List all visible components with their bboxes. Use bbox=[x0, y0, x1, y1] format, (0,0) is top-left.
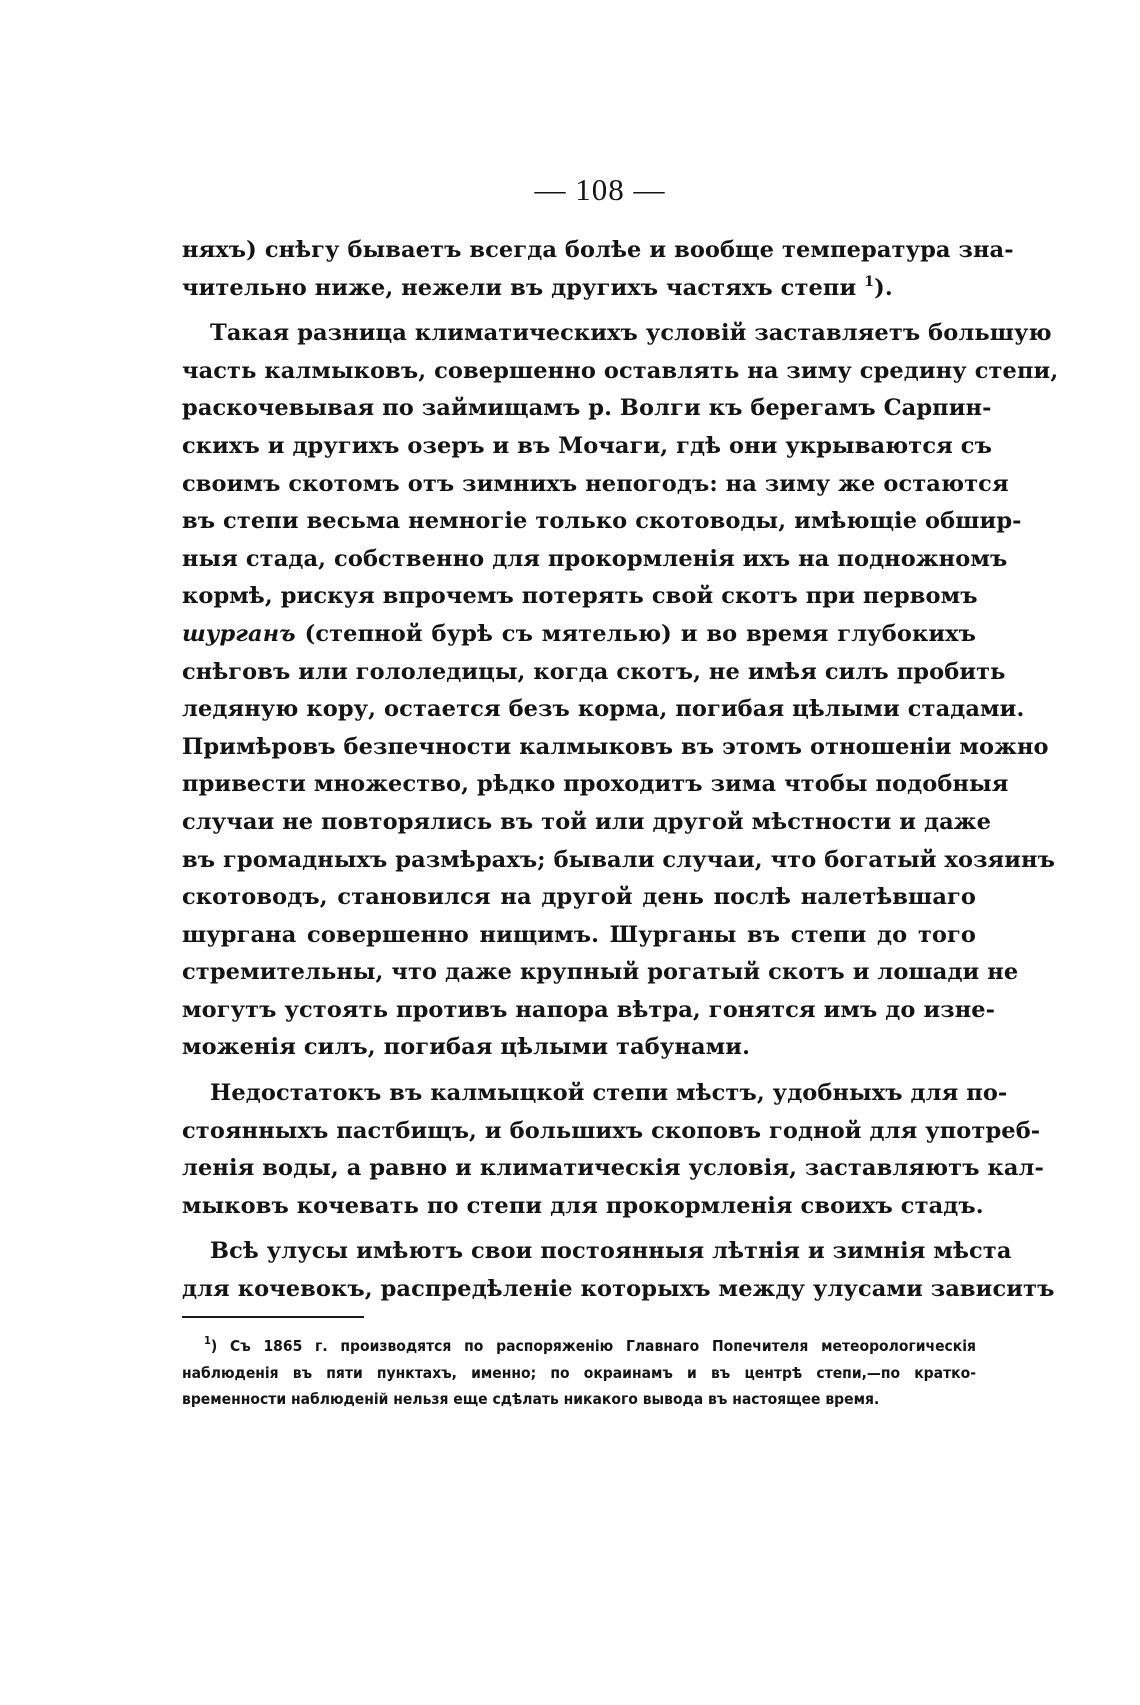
footnote bbox=[182, 1333, 976, 1413]
page-number: — 108 — bbox=[534, 172, 666, 207]
text-line: ныя стада, собственно для прокормленія ихъ на подножномъ bbox=[182, 545, 1008, 572]
text-line: раскочевывая по займищамъ р. Волги къ берегамъ Сарпин- bbox=[182, 395, 992, 422]
text-line: часть калмыковъ, совершенно оставлять на зиму средину степи, bbox=[182, 357, 1059, 384]
text-line: привести множество, рѣдко проходитъ зима чтобы подобныя bbox=[182, 771, 1009, 798]
text-line: въ степи весьма немногіе только скотоводы, имѣющіе обшир- bbox=[182, 508, 1022, 535]
text-line: стоянныхъ пастбищъ, и большихъ скоповъ годной для употреб- bbox=[182, 1117, 1041, 1144]
text-line: Всѣ улусы имѣютъ свои постоянныя лѣтнія и зимнія мѣста bbox=[210, 1238, 1012, 1265]
text-fragment: ). bbox=[874, 274, 893, 301]
text-line: ленія воды, а равно и климатическія условія, заставляютъ кал- bbox=[182, 1155, 1044, 1182]
body-text bbox=[182, 232, 1059, 1309]
text-line: Примѣровъ безпечности калмыковъ въ этомъ отношеніи можно bbox=[182, 733, 1049, 760]
footnote-ref: 1 bbox=[864, 273, 875, 290]
text-line: кормѣ, рискуя впрочемъ потерять свой скотъ при первомъ bbox=[182, 583, 978, 610]
text-line: снѣговъ или гололедицы, когда скотъ, не имѣя силъ пробить bbox=[182, 658, 1006, 685]
text-line: ледяную кору, остается безъ корма, погибая цѣлыми стадами. bbox=[182, 696, 1025, 723]
text-line: няхъ) снѣгу бываетъ всегда болѣе и вообще температура зна- bbox=[182, 237, 1014, 263]
footnote-marker: 1 bbox=[204, 1334, 211, 1347]
footnote-line: наблюденія въ пяти пунктахъ, именно; по окраинамъ и въ центрѣ степи,—по кратко- bbox=[182, 1363, 976, 1382]
text-line: моженія силъ, погибая цѣлыми табунами. bbox=[182, 1034, 751, 1061]
text-line: могутъ устоять противъ напора вѣтра, гонятся имъ до изне- bbox=[182, 996, 996, 1023]
text-fragment: ) Съ 1865 г. производятся по распоряженію Главнаго Попечителя метеорологическія bbox=[210, 1337, 976, 1355]
text-line: случаи не повторялись въ той или другой мѣстности и даже bbox=[182, 808, 992, 835]
footnote-line bbox=[182, 1333, 976, 1360]
text-line: скихъ и другихъ озеръ и въ Мочаги, гдѣ они укрываются съ bbox=[182, 432, 992, 459]
footnote-line: временности наблюденій нельзя еще сдѣлать никакого вывода въ настоящее время. bbox=[182, 1390, 880, 1408]
text-line: скотоводъ, становился на другой день послѣ налетѣвшаго bbox=[182, 884, 976, 911]
text-line: Недостатокъ въ калмыцкой степи мѣстъ, удобныхъ для по- bbox=[210, 1080, 1008, 1107]
footnote-divider bbox=[182, 1316, 364, 1318]
text-line: шургана совершенно нищимъ. Шурганы въ степи до того bbox=[182, 921, 976, 948]
text-line: для кочевокъ, распредѣленіе которыхъ между улусами зависитъ bbox=[182, 1276, 1055, 1303]
italic-term: шурганъ bbox=[182, 620, 296, 647]
text-line: мыковъ кочевать по степи для прокормленія своихъ стадъ. bbox=[182, 1192, 984, 1219]
text-line bbox=[182, 270, 976, 308]
text-fragment: чительно ниже, нежели въ другихъ частяхъ степи bbox=[182, 274, 857, 301]
text-line: своимъ скотомъ отъ зимнихъ непогодъ: на зиму же остаются bbox=[182, 470, 1009, 497]
text-fragment: (степной бурѣ съ мятелью) и во время глубокихъ bbox=[304, 620, 976, 647]
text-line: стремительны, что даже крупный рогатый скотъ и лошади не bbox=[182, 959, 1019, 986]
text-line bbox=[182, 616, 976, 654]
text-line: въ громадныхъ размѣрахъ; бывали случаи, что богатый хозяинъ bbox=[182, 846, 1055, 873]
text-line: Такая разница климатическихъ условій заставляетъ большую bbox=[210, 320, 1052, 347]
